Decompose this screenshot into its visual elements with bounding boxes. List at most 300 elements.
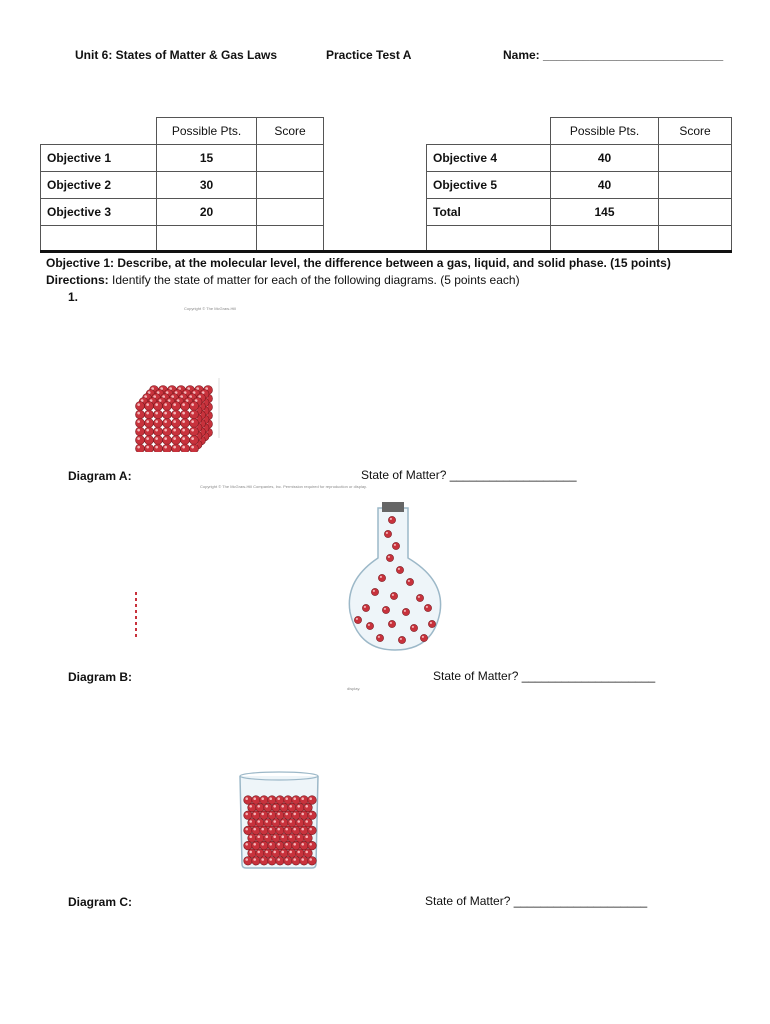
particle <box>268 796 277 805</box>
particle-highlight <box>146 429 149 432</box>
particle <box>145 402 154 411</box>
particle-highlight <box>182 437 185 440</box>
particle <box>308 811 317 820</box>
particle-highlight <box>390 518 392 520</box>
particle-highlight <box>293 858 296 861</box>
possible-pts: 40 <box>551 172 659 199</box>
particle <box>366 622 373 629</box>
particle-highlight <box>245 843 248 846</box>
particle-highlight <box>137 420 140 423</box>
particle <box>154 419 163 428</box>
particle-highlight <box>309 858 312 861</box>
particle <box>136 419 145 428</box>
particle <box>260 796 269 805</box>
particle-highlight <box>273 805 276 808</box>
possible-pts: 20 <box>157 199 257 226</box>
particle <box>244 811 253 820</box>
particle <box>292 796 301 805</box>
score-cell[interactable] <box>659 145 732 172</box>
particle-highlight <box>253 828 256 831</box>
particle <box>136 444 145 452</box>
particle <box>288 803 297 812</box>
particle <box>264 819 273 828</box>
particle-highlight <box>392 594 394 596</box>
particle-highlight <box>253 858 256 861</box>
particle-highlight <box>182 420 185 423</box>
particle-highlight <box>305 805 308 808</box>
particle-highlight <box>285 797 288 800</box>
diagram-b-label: Diagram B: <box>68 670 133 684</box>
particle <box>268 826 277 835</box>
particle <box>272 834 281 843</box>
particle-highlight <box>289 851 292 854</box>
image-credit: Copyright © The McGraw-Hill <box>184 306 236 311</box>
particle <box>248 834 257 843</box>
particle-highlight <box>297 820 300 823</box>
particle <box>296 834 305 843</box>
particle <box>386 554 393 561</box>
score-cell[interactable] <box>257 199 324 226</box>
particle <box>172 410 181 419</box>
particle-highlight <box>404 610 406 612</box>
particle-highlight <box>164 403 167 406</box>
particle-highlight <box>378 636 380 638</box>
particle-highlight <box>289 820 292 823</box>
particle-highlight <box>146 420 149 423</box>
particle-highlight <box>173 412 176 415</box>
particle-highlight <box>253 843 256 846</box>
particle <box>248 849 257 858</box>
particle-highlight <box>191 437 194 440</box>
particle <box>420 634 427 641</box>
col-possible-pts: Possible Pts. <box>551 118 659 145</box>
particle <box>272 803 281 812</box>
particle-highlight <box>422 636 424 638</box>
particle-highlight <box>309 843 312 846</box>
particle <box>172 444 181 452</box>
particle-highlight <box>301 797 304 800</box>
particle <box>172 436 181 445</box>
particle <box>181 419 190 428</box>
particle-highlight <box>173 446 176 449</box>
particle-highlight <box>277 843 280 846</box>
particle-highlight <box>293 813 296 816</box>
particle-highlight <box>253 797 256 800</box>
particle <box>402 608 409 615</box>
particle <box>284 857 293 866</box>
particle <box>292 841 301 850</box>
particle-highlight <box>285 858 288 861</box>
particle-highlight <box>249 835 252 838</box>
particle <box>252 811 261 820</box>
particle <box>296 819 305 828</box>
particle <box>308 826 317 835</box>
particle <box>268 841 277 850</box>
particle-highlight <box>249 851 252 854</box>
particle-highlight <box>191 403 194 406</box>
score-cell[interactable] <box>659 226 732 253</box>
particle <box>154 444 163 452</box>
particle <box>410 624 417 631</box>
gas-flask-image <box>130 500 450 660</box>
particle <box>260 841 269 850</box>
particle-highlight <box>285 828 288 831</box>
particle <box>145 419 154 428</box>
particle-highlight <box>146 412 149 415</box>
image-credit: display. <box>347 686 361 691</box>
particle <box>388 516 395 523</box>
particle-highlight <box>285 843 288 846</box>
diagram-c-answer[interactable]: State of Matter? ____________________ <box>425 894 648 908</box>
particle <box>154 436 163 445</box>
score-cell[interactable] <box>257 172 324 199</box>
particle <box>145 436 154 445</box>
particle <box>190 427 199 436</box>
particle <box>264 849 273 858</box>
particle-highlight <box>155 437 158 440</box>
particle-highlight <box>269 813 272 816</box>
particle-highlight <box>305 835 308 838</box>
table-row <box>427 145 732 172</box>
particle-highlight <box>245 797 248 800</box>
unit-title: Unit 6: States of Matter & Gas Laws <box>75 48 278 62</box>
particle <box>388 620 395 627</box>
particle-highlight <box>400 638 402 640</box>
particle <box>292 857 301 866</box>
particle-highlight <box>137 429 140 432</box>
objective-label: Objective 2 <box>41 172 157 199</box>
possible-pts: 40 <box>551 145 659 172</box>
score-cell[interactable] <box>659 199 732 226</box>
directions <box>46 273 520 287</box>
particle <box>244 796 253 805</box>
particle-highlight <box>408 580 410 582</box>
particle-highlight <box>301 813 304 816</box>
particle-highlight <box>277 858 280 861</box>
particle-highlight <box>137 412 140 415</box>
particle <box>272 849 281 858</box>
particle-highlight <box>364 606 366 608</box>
particle-highlight <box>273 851 276 854</box>
particle-highlight <box>261 843 264 846</box>
particle-highlight <box>394 544 396 546</box>
particle <box>248 819 257 828</box>
col-score: Score <box>659 118 732 145</box>
objective-label: Objective 3 <box>41 199 157 226</box>
particle <box>304 849 313 858</box>
particle <box>362 604 369 611</box>
particle <box>244 841 253 850</box>
directions-text: Identify the state of matter for each of the following diagrams. (5 points each) <box>108 273 520 287</box>
particle <box>260 826 269 835</box>
particle <box>406 578 413 585</box>
particle-highlight <box>293 843 296 846</box>
particle-highlight <box>182 446 185 449</box>
particle <box>284 811 293 820</box>
particle <box>280 834 289 843</box>
particle <box>416 594 423 601</box>
score-cell[interactable] <box>257 226 324 253</box>
particle <box>154 410 163 419</box>
particle <box>154 402 163 411</box>
particle <box>163 444 172 452</box>
particle-highlight <box>273 820 276 823</box>
name-field[interactable]: Name: ___________________________ <box>503 48 724 62</box>
particle-highlight <box>137 446 140 449</box>
particle-highlight <box>245 828 248 831</box>
particle <box>304 803 313 812</box>
particle <box>264 834 273 843</box>
question-number: 1. <box>68 290 79 304</box>
particle <box>163 436 172 445</box>
particle <box>276 826 285 835</box>
particle <box>244 857 253 866</box>
particle-highlight <box>155 429 158 432</box>
particle <box>163 402 172 411</box>
particle-highlight <box>173 420 176 423</box>
objective-label: Objective 4 <box>427 145 551 172</box>
score-cell[interactable] <box>257 145 324 172</box>
objective-1-heading: Objective 1: Describe, at the molecular level, the difference between a gas, liquid, and solid phase. (15 points) <box>46 256 671 270</box>
particle <box>371 588 378 595</box>
diagram-a-answer[interactable]: State of Matter? ___________________ <box>361 468 577 482</box>
particle <box>308 857 317 866</box>
particle <box>136 436 145 445</box>
particle-highlight <box>191 412 194 415</box>
col-score: Score <box>257 118 324 145</box>
particle <box>190 402 199 411</box>
particle <box>172 402 181 411</box>
particle-highlight <box>293 828 296 831</box>
particle-highlight <box>309 813 312 816</box>
particle <box>181 427 190 436</box>
particle <box>252 826 261 835</box>
particle-highlight <box>257 820 260 823</box>
possible-pts: 30 <box>157 172 257 199</box>
particle-highlight <box>412 626 414 628</box>
particle-highlight <box>309 828 312 831</box>
particle <box>136 427 145 436</box>
particle <box>268 811 277 820</box>
diagram-b-answer[interactable]: State of Matter? ____________________ <box>433 669 656 683</box>
particle <box>145 427 154 436</box>
particle <box>244 826 253 835</box>
particle <box>268 857 277 866</box>
particle <box>308 841 317 850</box>
particle <box>300 841 309 850</box>
particle <box>384 530 391 537</box>
particle <box>280 819 289 828</box>
particle-highlight <box>173 437 176 440</box>
particle <box>276 811 285 820</box>
particle-highlight <box>356 618 358 620</box>
particle-highlight <box>430 622 432 624</box>
particle <box>136 410 145 419</box>
particle-highlight <box>388 556 390 558</box>
particle <box>378 574 385 581</box>
particle-highlight <box>155 412 158 415</box>
table-row <box>41 145 324 172</box>
objective-label: Objective 5 <box>427 172 551 199</box>
particle-highlight <box>182 429 185 432</box>
particle <box>296 803 305 812</box>
particle-highlight <box>164 429 167 432</box>
particle <box>398 636 405 643</box>
table-row <box>41 199 324 226</box>
particle <box>284 841 293 850</box>
particle-highlight <box>297 805 300 808</box>
particle <box>296 849 305 858</box>
particle <box>276 841 285 850</box>
particle <box>154 427 163 436</box>
particle <box>163 427 172 436</box>
particle <box>300 857 309 866</box>
particle <box>392 542 399 549</box>
particle <box>288 849 297 858</box>
particle-highlight <box>281 805 284 808</box>
particle-highlight <box>265 835 268 838</box>
particle-highlight <box>426 606 428 608</box>
particle-highlight <box>269 858 272 861</box>
particle <box>256 834 265 843</box>
particle-highlight <box>191 429 194 432</box>
solid-cube-image <box>130 378 222 452</box>
particle <box>181 436 190 445</box>
particle-highlight <box>182 403 185 406</box>
particle-highlight <box>191 446 194 449</box>
score-cell[interactable] <box>659 172 732 199</box>
particle <box>304 819 313 828</box>
particle-highlight <box>155 420 158 423</box>
particle-highlight <box>173 429 176 432</box>
table-row <box>427 172 732 199</box>
particle-highlight <box>380 576 382 578</box>
objective-label: Total <box>427 199 551 226</box>
particle <box>308 796 317 805</box>
particle <box>248 803 257 812</box>
objective-label: Objective 1 <box>41 145 157 172</box>
particle <box>260 811 269 820</box>
particle <box>276 857 285 866</box>
particle <box>304 834 313 843</box>
particle-highlight <box>137 403 140 406</box>
diagram-a-label: Diagram A: <box>68 469 132 483</box>
particle-highlight <box>293 797 296 800</box>
particle-highlight <box>261 858 264 861</box>
particle <box>181 444 190 452</box>
particle <box>172 427 181 436</box>
particle-highlight <box>265 820 268 823</box>
particle-highlight <box>257 835 260 838</box>
particle <box>256 803 265 812</box>
particle-highlight <box>173 403 176 406</box>
particle-highlight <box>289 805 292 808</box>
particle-highlight <box>249 820 252 823</box>
particle <box>424 604 431 611</box>
possible-pts: 15 <box>157 145 257 172</box>
particle-highlight <box>386 532 388 534</box>
particle <box>300 796 309 805</box>
particle-highlight <box>257 851 260 854</box>
particle-highlight <box>273 835 276 838</box>
particle-highlight <box>305 820 308 823</box>
particle-highlight <box>164 412 167 415</box>
particle <box>288 834 297 843</box>
test-title: Practice Test A <box>326 48 412 62</box>
particle <box>145 444 154 452</box>
particle-highlight <box>269 843 272 846</box>
particle-highlight <box>155 446 158 449</box>
particle <box>136 402 145 411</box>
particle-highlight <box>277 797 280 800</box>
table-row <box>427 199 732 226</box>
particle <box>181 402 190 411</box>
particle <box>172 419 181 428</box>
particle <box>428 620 435 627</box>
divider <box>40 250 732 253</box>
particle-highlight <box>289 835 292 838</box>
particle-highlight <box>137 437 140 440</box>
particle-highlight <box>245 858 248 861</box>
particle <box>272 819 281 828</box>
col-possible-pts: Possible Pts. <box>157 118 257 145</box>
particle-highlight <box>164 420 167 423</box>
particle <box>190 436 199 445</box>
particle-highlight <box>146 403 149 406</box>
particle-highlight <box>257 805 260 808</box>
particle <box>256 849 265 858</box>
particle <box>382 606 389 613</box>
particle-highlight <box>249 805 252 808</box>
particle-highlight <box>368 624 370 626</box>
particle <box>190 410 199 419</box>
particle-highlight <box>164 446 167 449</box>
particle <box>300 811 309 820</box>
particle-highlight <box>146 446 149 449</box>
particle-highlight <box>373 590 375 592</box>
particle <box>300 826 309 835</box>
particle <box>252 796 261 805</box>
particle-highlight <box>309 797 312 800</box>
image-credit: Copyright © The McGraw-Hill Companies, Inc. Permission required for reproduction or display. <box>200 484 367 489</box>
score-table-right <box>426 117 732 253</box>
directions-label: Directions: <box>46 273 109 287</box>
particle-highlight <box>182 412 185 415</box>
particle <box>163 410 172 419</box>
particle <box>396 566 403 573</box>
particle-highlight <box>245 813 248 816</box>
particle-highlight <box>390 622 392 624</box>
table-row <box>41 172 324 199</box>
particle <box>260 857 269 866</box>
particle-highlight <box>281 835 284 838</box>
particle-highlight <box>155 403 158 406</box>
particle <box>163 419 172 428</box>
particle-highlight <box>301 858 304 861</box>
particle-highlight <box>253 813 256 816</box>
particle <box>252 857 261 866</box>
particle-highlight <box>384 608 386 610</box>
particle-highlight <box>398 568 400 570</box>
table-row <box>427 226 732 253</box>
particle <box>292 811 301 820</box>
particle-highlight <box>301 843 304 846</box>
particle-highlight <box>281 851 284 854</box>
particle-highlight <box>269 797 272 800</box>
particle <box>252 841 261 850</box>
particle-highlight <box>261 813 264 816</box>
particle-highlight <box>191 420 194 423</box>
